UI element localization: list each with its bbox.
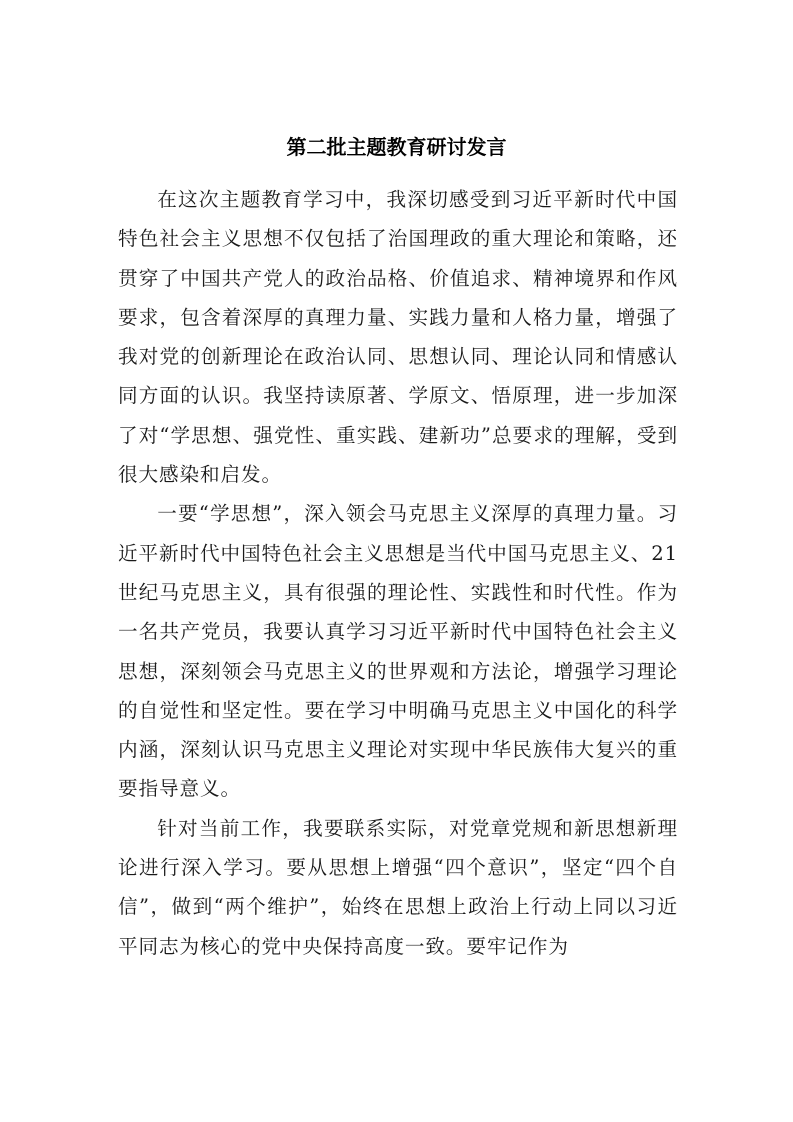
document-body — [118, 180, 678, 966]
paragraph-2: 一要“学思想”，深入领会马克思主义深厚的真理力量。习近平新时代中国特色社会主义思想是当代中国马克思主义、21世纪马克思主义，具有很强的理论性、实践性和时代性。作为一名共产党员，我要认真学习习近平新时代中国特色社会主义思想，深刻领会马克思主义的世界观和方法论，增强学习理论的自觉性和坚定性。要在学习中明确马克思主义中国化的科学内涵，深刻认识马克思主义理论对实现中华民族伟大复兴的重要指导意义。 — [118, 502, 678, 801]
paragraph-1: 在这次主题教育学习中，我深切感受到习近平新时代中国特色社会主义思想不仅包括了治国理政的重大理论和策略，还贯穿了中国共产党人的政治品格、价值追求、精神境界和作风要求，包含着深厚的真理力量、实践力量和人格力量，增强了我对党的创新理论在政治认同、思想认同、理论认同和情感认同方面的认识。我坚持读原著、学原文、悟原理，进一步加深了对“学思想、强党性、重实践、建新功”总要求的理解，受到很大感染和启发。 — [118, 188, 678, 487]
paragraph-3: 针对当前工作，我要联系实际，对党章党规和新思想新理论进行深入学习。要从思想上增强“四个意识”，坚定“四个自信”，做到“两个维护”，始终在思想上政治上行动上同以习近平同志为核心的党中央保持高度一致。要牢记作为 — [118, 816, 678, 958]
document-title: 第二批主题教育研讨发言 — [286, 135, 507, 159]
